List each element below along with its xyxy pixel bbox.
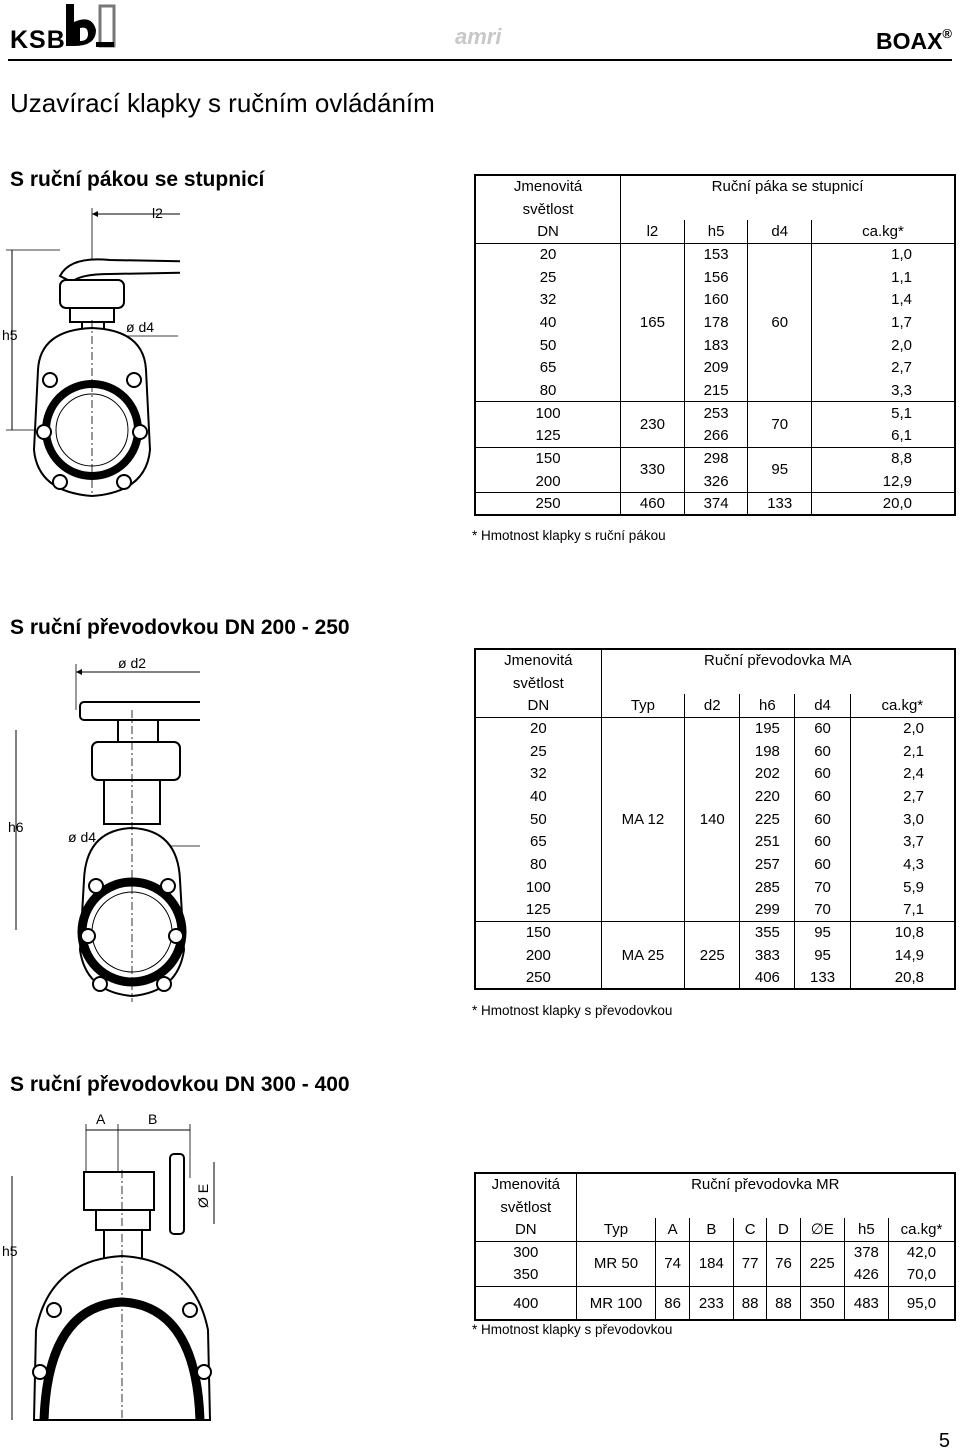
table-row — [475, 175, 955, 198]
table-cell: 20 — [539, 246, 557, 264]
table-cell: 95 — [795, 921, 850, 944]
table-cell: 160 — [684, 288, 748, 311]
d4-label-2: ø d4 — [68, 829, 97, 845]
footnote-gearbox-mr: * Hmotnost klapky s převodovkou — [472, 1322, 673, 1337]
table-cell: 3,7 — [850, 831, 955, 854]
table-cell: 156 — [684, 266, 748, 289]
valve-gearbox-mr-drawing — [0, 1110, 240, 1426]
table-cell: 5,9 — [850, 876, 955, 899]
table-cell: 165 — [621, 243, 685, 402]
table-cell: 50 — [530, 810, 547, 828]
table-cell: 150 — [475, 921, 601, 944]
hdr-group: Ruční páka se stupnicí — [621, 175, 955, 198]
table-cell: 378 — [844, 1241, 888, 1264]
table-row — [475, 694, 955, 717]
table-cell: 2,7 — [850, 785, 955, 808]
ksb-logo: KSB — [10, 26, 66, 54]
table-cell: 86 — [656, 1286, 689, 1320]
table-cell: 125 — [525, 901, 551, 919]
table-row — [475, 1218, 955, 1241]
table-row — [475, 243, 955, 266]
table-cell: MR 50 — [576, 1241, 656, 1286]
footnote-lever: * Hmotnost klapky s ruční pákou — [472, 528, 666, 543]
table-cell: 133 — [748, 493, 812, 516]
table-cell: 65 — [530, 833, 547, 851]
table-cell: 60 — [795, 762, 850, 785]
table-cell: 32 — [539, 291, 557, 309]
table-cell: 100 — [475, 402, 621, 425]
table-cell: 74 — [656, 1241, 689, 1286]
col-kg: ca.kg* — [812, 220, 955, 243]
table-cell: 2,7 — [812, 357, 955, 380]
table-cell: 184 — [689, 1241, 733, 1286]
table-cell: ca.kg* — [888, 1218, 955, 1241]
h5-label-2: h5 — [2, 1243, 18, 1259]
table-row — [475, 288, 955, 311]
table-cell: 10,8 — [850, 921, 955, 944]
table-cell: 70 — [748, 402, 812, 447]
table-cell: 80 — [539, 381, 557, 399]
table-cell: 88 — [767, 1286, 800, 1320]
table-cell: 20,0 — [812, 493, 955, 516]
table-cell: 70 — [795, 899, 850, 922]
table-cell: 285 — [740, 876, 795, 899]
table-cell: h6 — [740, 694, 795, 717]
table-row — [475, 649, 955, 672]
table-cell: 200 — [535, 472, 561, 490]
table-cell: 80 — [530, 856, 547, 874]
table-cell: C — [733, 1218, 766, 1241]
hdr-nominal: Jmenovitá — [513, 178, 583, 196]
table-cell: 88 — [733, 1286, 766, 1320]
col-h5: h5 — [684, 220, 748, 243]
table-cell: 400 — [475, 1286, 576, 1320]
table-cell: 1,7 — [812, 311, 955, 334]
table-cell: 350 — [513, 1266, 539, 1284]
table-cell: 6,1 — [812, 425, 955, 448]
table-cell: B — [689, 1218, 733, 1241]
table-row — [475, 220, 955, 243]
table-cell: 60 — [795, 717, 850, 740]
table-cell: 253 — [684, 402, 748, 425]
table-cell: 350 — [800, 1286, 844, 1320]
table-cell: 153 — [684, 243, 748, 266]
table-cell: 60 — [795, 853, 850, 876]
table-cell: 3,3 — [812, 379, 955, 402]
table-cell: světlost — [500, 1198, 552, 1216]
table-cell: 5,1 — [812, 402, 955, 425]
table-cell: 125 — [535, 427, 561, 445]
table-cell: 77 — [733, 1241, 766, 1286]
d2-label: ø d2 — [118, 655, 147, 671]
table-cell: Jmenovitá — [491, 1176, 560, 1194]
table-cell — [621, 198, 955, 221]
valve-lever-drawing — [0, 200, 180, 510]
table-cell: 12,9 — [812, 470, 955, 493]
table-cell: Ruční převodovka MR — [576, 1173, 955, 1196]
table-cell: 2,0 — [850, 717, 955, 740]
table-row — [475, 470, 955, 493]
table-cell: 300 — [513, 1244, 539, 1262]
table-cell: 2,0 — [812, 334, 955, 357]
table-cell: Typ — [601, 694, 685, 717]
table-cell: MR 100 — [576, 1286, 656, 1320]
table-cell: 8,8 — [812, 447, 955, 470]
table-cell: MA 12 — [601, 717, 685, 921]
page-number: 5 — [938, 1430, 950, 1452]
table-cell: 195 — [740, 717, 795, 740]
table-cell: 209 — [684, 357, 748, 380]
table-cell: 3,0 — [850, 808, 955, 831]
table-cell: 233 — [689, 1286, 733, 1320]
table-cell: 326 — [684, 470, 748, 493]
table-cell: 50 — [539, 336, 557, 354]
table-cell: d2 — [685, 694, 740, 717]
table-row — [475, 198, 955, 221]
table-cell: 40 — [539, 313, 557, 331]
table-cell: 225 — [740, 808, 795, 831]
table-cell: 330 — [621, 447, 685, 492]
table-cell: 200 — [525, 946, 551, 964]
table-cell: ∅E — [800, 1218, 844, 1241]
table-cell: 355 — [740, 921, 795, 944]
table-cell: Ruční převodovka MA — [601, 649, 955, 672]
table-row — [475, 1173, 955, 1196]
table-cell: 220 — [740, 785, 795, 808]
table-cell: 20 — [530, 720, 547, 738]
table-cell: 2,1 — [850, 740, 955, 763]
col-d4: d4 — [748, 220, 812, 243]
gearbox-mr-table — [474, 1172, 956, 1321]
table-cell: 25 — [539, 268, 557, 286]
table-cell: 383 — [740, 944, 795, 967]
table-cell: 60 — [795, 785, 850, 808]
table-cell: 40 — [530, 787, 547, 805]
table-cell: 483 — [844, 1286, 888, 1320]
table-cell: 60 — [748, 243, 812, 402]
table-cell: 7,1 — [850, 899, 955, 922]
table-cell: ca.kg* — [850, 694, 955, 717]
table-cell: DN — [475, 1218, 576, 1241]
h5-label: h5 — [2, 327, 18, 343]
table-cell: 215 — [684, 379, 748, 402]
table-row — [475, 402, 955, 425]
table-row — [475, 334, 955, 357]
table-cell: 95 — [795, 944, 850, 967]
table-cell: 230 — [621, 402, 685, 447]
table-cell: 60 — [795, 808, 850, 831]
table-row — [475, 379, 955, 402]
table-cell: 2,4 — [850, 762, 955, 785]
section-heading-lever: S ruční pákou se stupnicí — [10, 168, 265, 191]
valve-gearbox-ma-drawing — [0, 650, 200, 1010]
page-header — [0, 0, 960, 62]
table-cell: 150 — [475, 447, 621, 470]
table-cell: 225 — [685, 921, 740, 989]
table-cell: 95 — [748, 447, 812, 492]
table-cell: D — [767, 1218, 800, 1241]
table-cell: 4,3 — [850, 853, 955, 876]
table-row — [475, 921, 955, 944]
ksb-b-logo — [66, 4, 116, 50]
d4-label: ø d4 — [126, 319, 155, 335]
table-cell: h5 — [844, 1218, 888, 1241]
table-cell: 374 — [684, 493, 748, 516]
table-cell: 140 — [685, 717, 740, 921]
amri-logo: amri — [455, 24, 502, 49]
boax-brand: BOAX® — [875, 26, 952, 54]
table-cell: 183 — [684, 334, 748, 357]
b-label: B — [148, 1111, 158, 1127]
l2-label: l2 — [152, 205, 163, 221]
table-cell: 60 — [795, 831, 850, 854]
table-cell: 299 — [740, 899, 795, 922]
table-cell: 133 — [795, 967, 850, 990]
a-label: A — [96, 1111, 106, 1127]
table-cell: 225 — [800, 1241, 844, 1286]
table-cell: 14,9 — [850, 944, 955, 967]
col-dn: DN — [475, 220, 621, 243]
table-row — [475, 357, 955, 380]
table-cell: 266 — [684, 425, 748, 448]
table-cell: 1,4 — [812, 288, 955, 311]
section-heading-gearbox-mr: S ruční převodovkou DN 300 - 400 — [10, 1073, 350, 1096]
table-row — [475, 311, 955, 334]
table-cell: světlost — [512, 674, 564, 692]
table-cell: 100 — [525, 878, 551, 896]
lever-table — [474, 174, 956, 516]
table-cell: 32 — [530, 765, 547, 783]
gearbox-ma-table — [474, 648, 956, 990]
table-cell: 70,0 — [888, 1264, 955, 1287]
table-cell: 70 — [795, 876, 850, 899]
table-row — [475, 1196, 955, 1219]
table-cell: 65 — [539, 359, 557, 377]
table-cell: Typ — [576, 1218, 656, 1241]
table-cell: 25 — [530, 742, 547, 760]
table-cell — [576, 1196, 955, 1219]
table-row — [475, 672, 955, 695]
table-cell: 298 — [684, 447, 748, 470]
table-cell: 257 — [740, 853, 795, 876]
table-cell: MA 25 — [601, 921, 685, 989]
table-row — [475, 717, 955, 740]
table-cell — [601, 672, 955, 695]
section-heading-gearbox-ma: S ruční převodovkou DN 200 - 250 — [10, 616, 350, 639]
table-cell: 426 — [844, 1264, 888, 1287]
table-cell: 198 — [740, 740, 795, 763]
header-divider — [8, 59, 952, 61]
table-cell: d4 — [795, 694, 850, 717]
h6-label: h6 — [8, 819, 24, 835]
table-cell: 406 — [740, 967, 795, 990]
table-cell: 60 — [795, 740, 850, 763]
table-cell: 20,8 — [850, 967, 955, 990]
table-cell: 1,1 — [812, 266, 955, 289]
table-row — [475, 1286, 955, 1320]
table-row — [475, 493, 955, 516]
hdr-nominal-2: světlost — [522, 200, 574, 218]
table-cell: 76 — [767, 1241, 800, 1286]
table-cell: A — [656, 1218, 689, 1241]
table-cell: 202 — [740, 762, 795, 785]
table-row — [475, 1241, 955, 1264]
table-cell: 1,0 — [812, 243, 955, 266]
table-row — [475, 266, 955, 289]
table-cell: 42,0 — [888, 1241, 955, 1264]
table-row — [475, 425, 955, 448]
table-cell: 460 — [621, 493, 685, 516]
table-cell: DN — [475, 694, 601, 717]
footnote-gearbox-ma: * Hmotnost klapky s převodovkou — [472, 1003, 673, 1018]
table-cell: 178 — [684, 311, 748, 334]
table-cell: 250 — [475, 493, 621, 516]
page-title: Uzavírací klapky s ručním ovládáním — [10, 88, 435, 118]
table-cell: 95,0 — [888, 1286, 955, 1320]
table-cell: 251 — [740, 831, 795, 854]
col-l2: l2 — [621, 220, 685, 243]
table-row — [475, 447, 955, 470]
table-cell: 250 — [525, 968, 551, 986]
table-cell: Jmenovitá — [504, 652, 573, 670]
e-label: Ø E — [195, 1183, 211, 1208]
